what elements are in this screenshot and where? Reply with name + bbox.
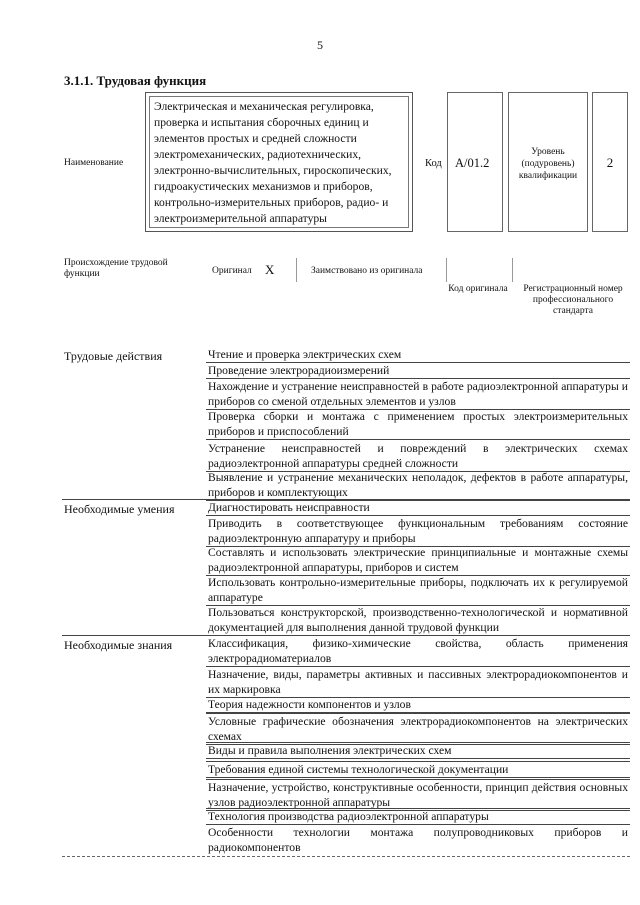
list-item: Особенности технологии монтажа полупроводниковых приборов и радиокомпонентов: [208, 826, 628, 854]
list-item: Устранение неисправностей и повреждений в электрических схемах радиоэлектронной аппаратуры средней сложности: [208, 442, 628, 470]
code-value: A/01.2: [455, 156, 490, 170]
list-item: Технология производства радиоэлектронной аппаратуры: [206, 808, 630, 825]
section-heading: 3.1.1. Трудовая функция: [64, 73, 207, 88]
level-label: Уровень (подуровень) квалификации: [518, 147, 578, 181]
qualification-level: 2: [606, 155, 614, 170]
knowledge-label: Необходимые знания: [64, 638, 173, 652]
list-item: Проверка сборки и монтажа с применением простых электроизмерительных приборов и приспособлений: [208, 410, 628, 438]
list-item: Составлять и использовать электрические принципиальные и монтажные схемы радиоэлектронной аппаратуры, приборов и систем: [208, 546, 628, 574]
origin-divider: [512, 258, 513, 282]
origin-label: Происхождение трудовой функции: [64, 258, 168, 279]
list-item: Использовать контрольно-измерительные приборы, подключать их к регулируемой аппаратуре: [208, 576, 628, 604]
list-item: Диагностировать неисправности: [206, 500, 630, 516]
list-item: Приводить в соответствующее функциональным требованиям состояние радиоэлектронную аппаратуру и приборы: [208, 517, 628, 545]
code-original-label: Код оригинала: [448, 284, 508, 294]
list-item: Выявление и устранение механических неполадок, дефектов в работе аппаратуры, приборов и комплектующих: [208, 471, 628, 499]
list-item: Чтение и проверка электрических схем: [206, 347, 630, 363]
list-item: Условные графические обозначения электрорадиокомпонентов на электрических схемах: [208, 715, 628, 743]
list-item: Проведение электрорадиоизмерений: [206, 363, 630, 379]
page-number: 5: [317, 38, 323, 52]
code-label: Код: [425, 158, 442, 169]
origin-divider: [296, 258, 297, 282]
origin-divider: [446, 258, 447, 282]
list-item: Назначение, виды, параметры активных и пассивных электрорадиокомпонентов и их маркировка: [208, 668, 628, 696]
actions-label: Трудовые действия: [64, 349, 163, 363]
reg-number-label: Регистрационный номер профессионального стандарта: [523, 284, 623, 316]
list-item: Назначение, устройство, конструктивные особенности, принцип действия основных узлов радиоэлектронной аппаратуры: [208, 781, 628, 809]
list-item: Требования единой системы технологической документации: [206, 761, 630, 778]
table-bottom-edge: [62, 856, 630, 857]
list-item: Пользоваться конструкторской, производственно-технологической и нормативной документацией для выполнения данной трудовой функции: [208, 606, 628, 634]
original-label: Оригинал: [212, 266, 252, 276]
name-label: Наименование: [64, 158, 124, 168]
list-item: Классификация, физико-химические свойства, область применения электрорадиоматериалов: [208, 637, 628, 665]
function-name: Электрическая и механическая регулировка, проверка и испытания сборочных единиц и элементов простых и средней сложности электромеханических, радиотехнических, электронно-вычислительных, гироскопических, гидроакустических механизмов и приборов, контрольно-измерительных приборов, радио- и электроизмерительной аппаратуры: [149, 96, 409, 228]
borrowed-label: Заимствовано из оригинала: [311, 266, 423, 276]
list-item: Виды и правила выполнения электрических схем: [206, 742, 630, 759]
name-box: [145, 92, 413, 232]
original-mark: X: [265, 262, 275, 277]
list-item: Нахождение и устранение неисправностей в работе радиоэлектронной аппаратуры и приборов со сменой отдельных элементов и узлов: [208, 380, 628, 408]
list-item: Теория надежности компонентов и узлов: [206, 697, 630, 713]
skills-label: Необходимые умения: [64, 502, 175, 516]
